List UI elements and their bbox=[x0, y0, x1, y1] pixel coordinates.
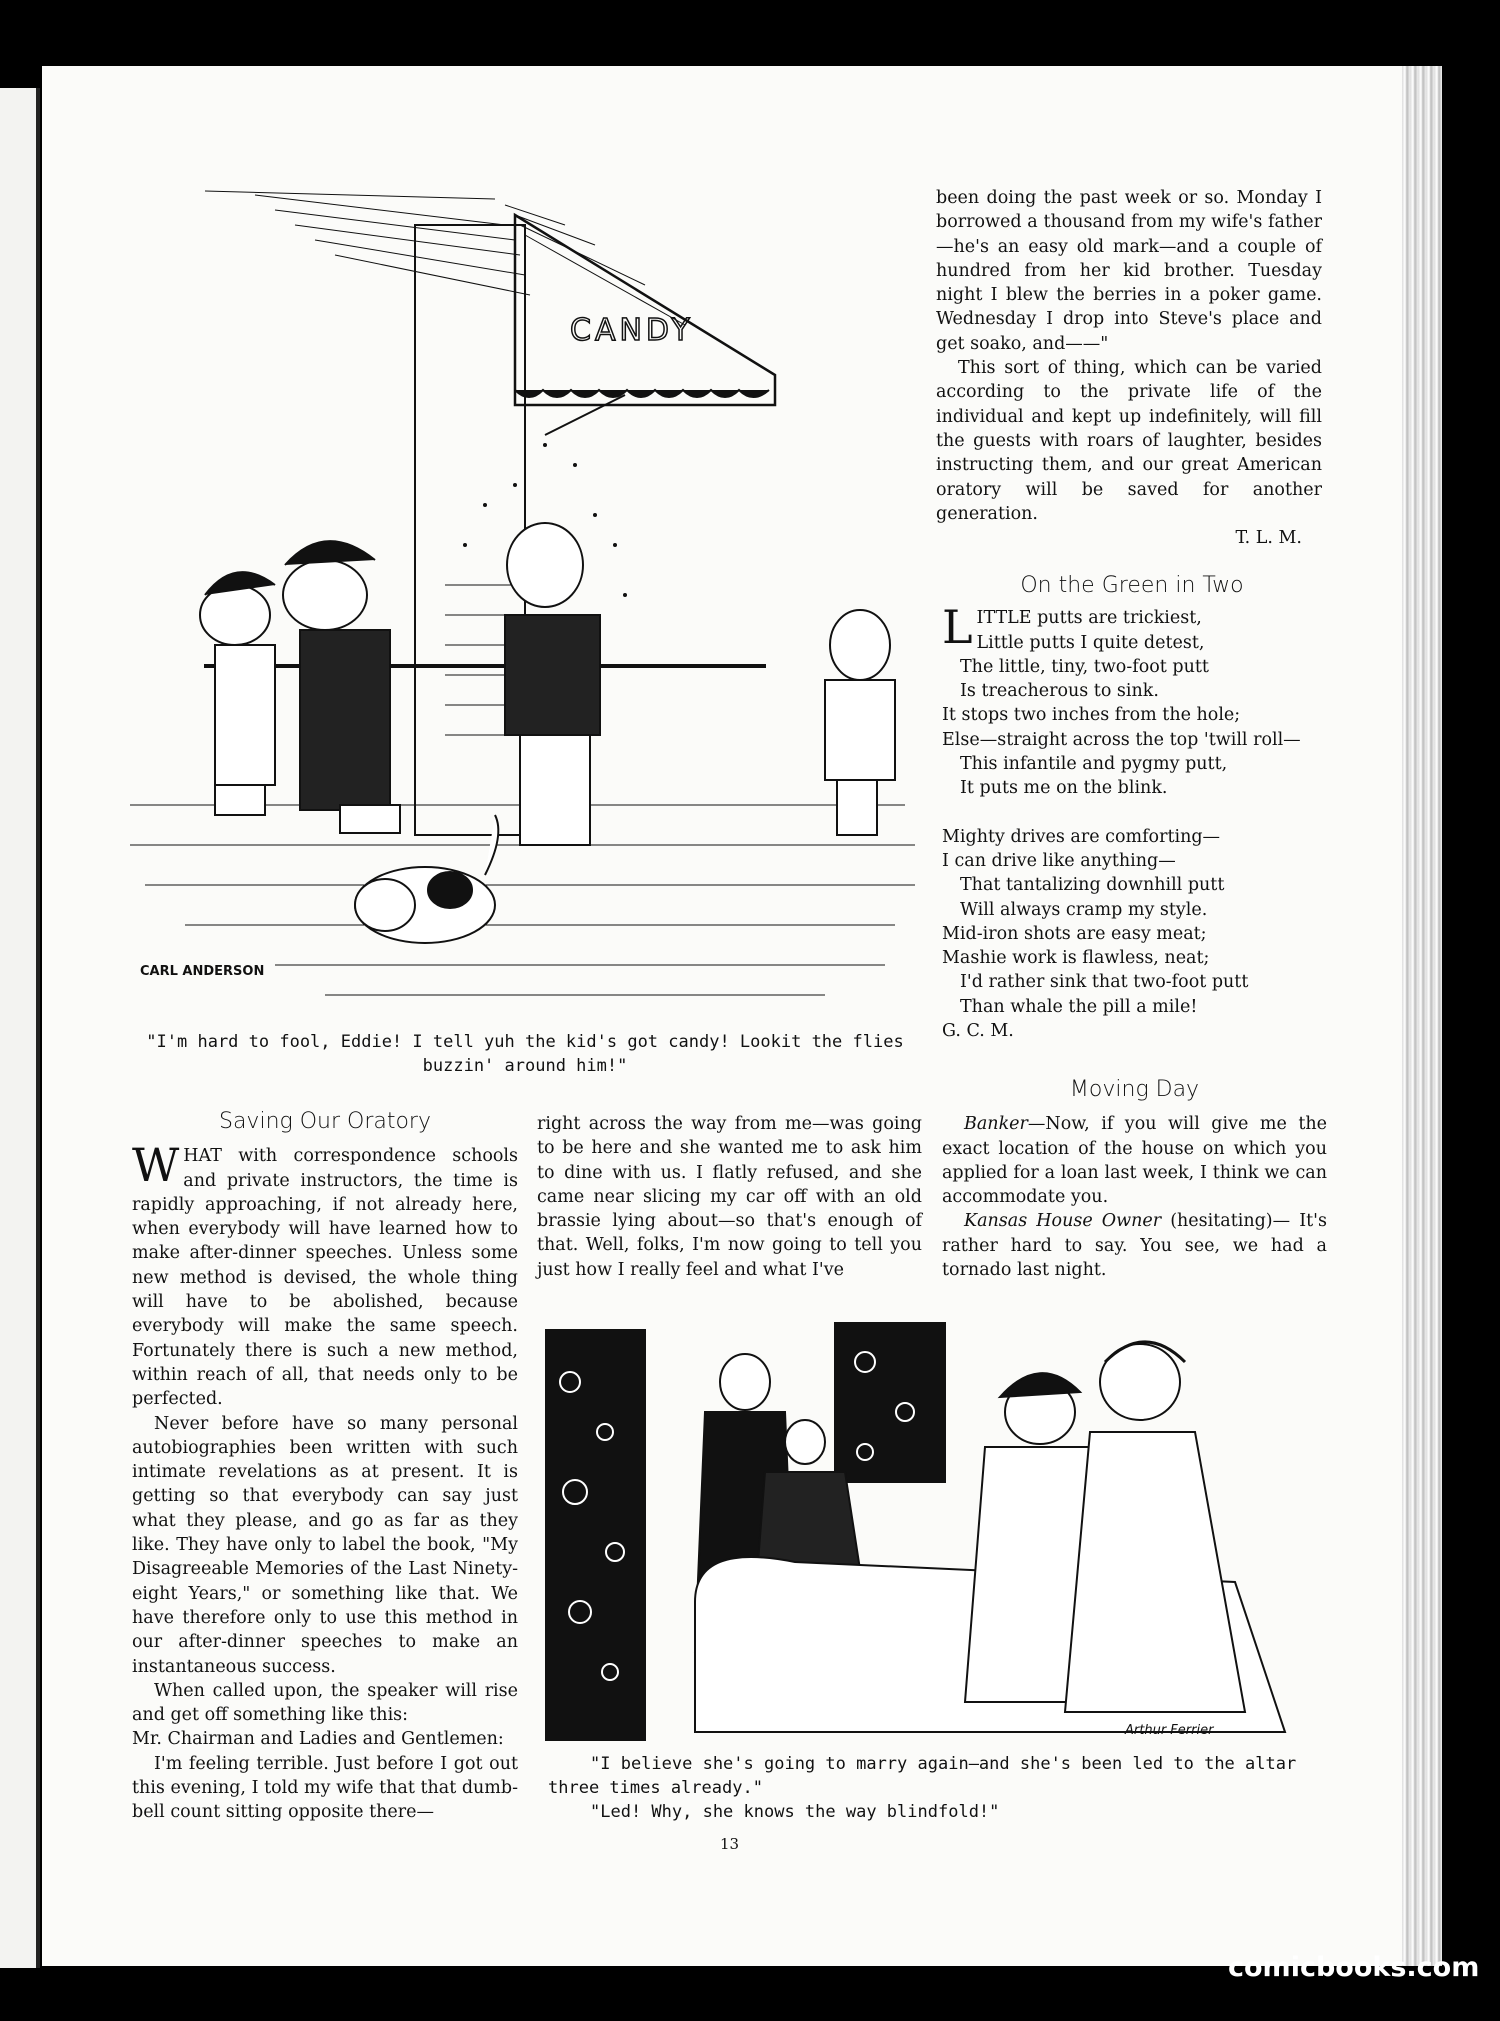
curtain-left bbox=[545, 1330, 645, 1740]
poem-line: Else—straight across the top 'twill roll— bbox=[942, 729, 1301, 750]
bottom-cartoon-caption bbox=[548, 1752, 1338, 1824]
speaker-banker: Banker bbox=[964, 1114, 1028, 1135]
poem-title: On the Green in Two bbox=[1020, 573, 1244, 598]
saving-oratory-column-2 bbox=[537, 1112, 922, 1282]
candy-cartoon-illustration bbox=[125, 185, 935, 1015]
article-dropcap: W bbox=[132, 1138, 180, 1193]
awning-hatching bbox=[205, 191, 685, 325]
article-paragraph: Mr. Chairman and Ladies and Gentlemen: bbox=[132, 1729, 504, 1750]
right-column-top bbox=[936, 186, 1322, 550]
cartoon-artist-signature: Arthur Ferrier bbox=[1125, 1723, 1214, 1738]
article-paragraph: Never before have so many personal autobiographies been written with such intimate revelations as at present. It is getting so that everybody can say just what they please, and go as far as they like. They have only to label the book, "My Disagreeable Memories of the Last Ninety-eight Years," or something like that. We have therefore only to use this method in our after-dinner speeches to make an instantaneous success. bbox=[132, 1413, 518, 1677]
poem-line: putts are trickiest, bbox=[1037, 608, 1202, 629]
owner-line: It's rather hard to say. You see, we had a tornado last night. bbox=[942, 1211, 1327, 1281]
poem-line: It stops two inches from the hole; bbox=[942, 705, 1241, 726]
boy-with-candy bbox=[463, 443, 627, 845]
article-paragraph: with correspondence schools and private instructors, the time is rapidly approaching, if not already here, when everybody will have learned how to make after-dinner speeches. Unless some new method is devised, the whole thing will have to be abolished, because everybody will make the same speech. Fortunately there is such a new method, within reach of all, that needs only to be perfected. bbox=[132, 1146, 518, 1410]
poem-line: This infantile and pygmy putt, bbox=[960, 754, 1228, 775]
article-smallcaps: HAT bbox=[183, 1146, 222, 1167]
article-paragraph: This sort of thing, which can be varied according to the private life of the individual and kept up indefinitely, will fill the guests with roars of laughter, besides instructing them, and our great American oratory will be saved for another generation. bbox=[936, 358, 1322, 524]
facing-page-spine bbox=[0, 88, 40, 1968]
poem-dropcap: L bbox=[942, 600, 973, 655]
poem-line: It puts me on the blink. bbox=[960, 778, 1168, 799]
poem-first-word: ITTLE bbox=[976, 608, 1032, 629]
boys-left bbox=[200, 541, 400, 833]
page-edge bbox=[1402, 66, 1442, 1966]
curtain-center bbox=[835, 1322, 945, 1482]
poem-line: Mighty drives are comforting— bbox=[942, 826, 1221, 847]
awning-scallop bbox=[515, 390, 769, 397]
poem-line: I'd rather sink that two-foot putt bbox=[960, 972, 1249, 993]
poem-line: Mashie work is flawless, neat; bbox=[942, 948, 1210, 969]
poem-initials: G. C. M. bbox=[942, 1021, 1014, 1042]
page-number: 13 bbox=[720, 1835, 740, 1853]
cartoon-sign-text: CANDY bbox=[570, 313, 694, 348]
moving-day-title: Moving Day bbox=[1069, 1077, 1200, 1102]
poem-line: Is treacherous to sink. bbox=[960, 681, 1159, 702]
poem-line: That tantalizing downhill putt bbox=[960, 875, 1225, 896]
awning bbox=[515, 215, 775, 405]
article-continuation: been doing the past week or so. Monday I borrowed a thousand from my wife's father—he's an easy old mark—and a couple of hundred from her kid brother. Tuesday night I blew the berries in a poker game. Wednesday I drop into Steve's place and get soako, and——" bbox=[936, 188, 1322, 354]
poem-line: The little, tiny, two-foot putt bbox=[960, 656, 1209, 677]
author-initials: T. L. M. bbox=[1235, 528, 1302, 549]
poem-line: I can drive like anything— bbox=[942, 850, 1176, 871]
stage-direction: (hesitating)— bbox=[1161, 1211, 1291, 1232]
article-paragraph: I'm feeling terrible. Just before I got out this evening, I told my wife that that dumb-bell count sitting opposite there— bbox=[132, 1753, 518, 1823]
small-boy bbox=[825, 610, 895, 835]
woman-curly-hair bbox=[1065, 1342, 1245, 1712]
article-paragraph: When called upon, the speaker will rise and get off something like this: bbox=[132, 1680, 518, 1726]
site-watermark: comicbooks.com bbox=[1228, 1952, 1480, 1983]
building-wall bbox=[415, 225, 525, 835]
caption-line-1: "I believe she's going to marry again—and she's been led to the altar three times already." bbox=[548, 1754, 1297, 1798]
poem-line: Mid-iron shots are easy meat; bbox=[942, 923, 1207, 944]
poem-on-the-green bbox=[942, 574, 1322, 1043]
poem-line: Than whale the pill a mile! bbox=[960, 996, 1198, 1017]
top-cartoon-caption: "I'm hard to fool, Eddie! I tell yuh the kid's got candy! Lookit the flies buzzin' around him!" bbox=[146, 1032, 904, 1076]
speaker-owner: Kansas House Owner bbox=[964, 1211, 1162, 1232]
artist-signature: CARL ANDERSON bbox=[140, 964, 265, 979]
banker-line: —Now, if you will give me the exact location of the house on which you applied for a loan last week, I think we can accommodate you. bbox=[942, 1114, 1327, 1208]
moving-day-piece bbox=[942, 1078, 1327, 1282]
article-paragraph: right across the way from me—was going to be here and she wanted me to ask him to dine with us. I flatly refused, and she came near slicing my car off with an old brassie lying about—so that's enough of that. Well, folks, I'm now going to tell you just how I really feel and what I've bbox=[537, 1114, 922, 1280]
poem-line: Will always cramp my style. bbox=[960, 899, 1208, 920]
caption-line-2: "Led! Why, she knows the way blindfold!" bbox=[590, 1802, 1000, 1822]
article-title: Saving Our Oratory bbox=[218, 1109, 431, 1134]
saving-oratory-column-1 bbox=[132, 1110, 518, 1825]
poem-line: Little putts I quite detest, bbox=[976, 632, 1205, 653]
wedding-gossip-cartoon bbox=[545, 1322, 1335, 1742]
